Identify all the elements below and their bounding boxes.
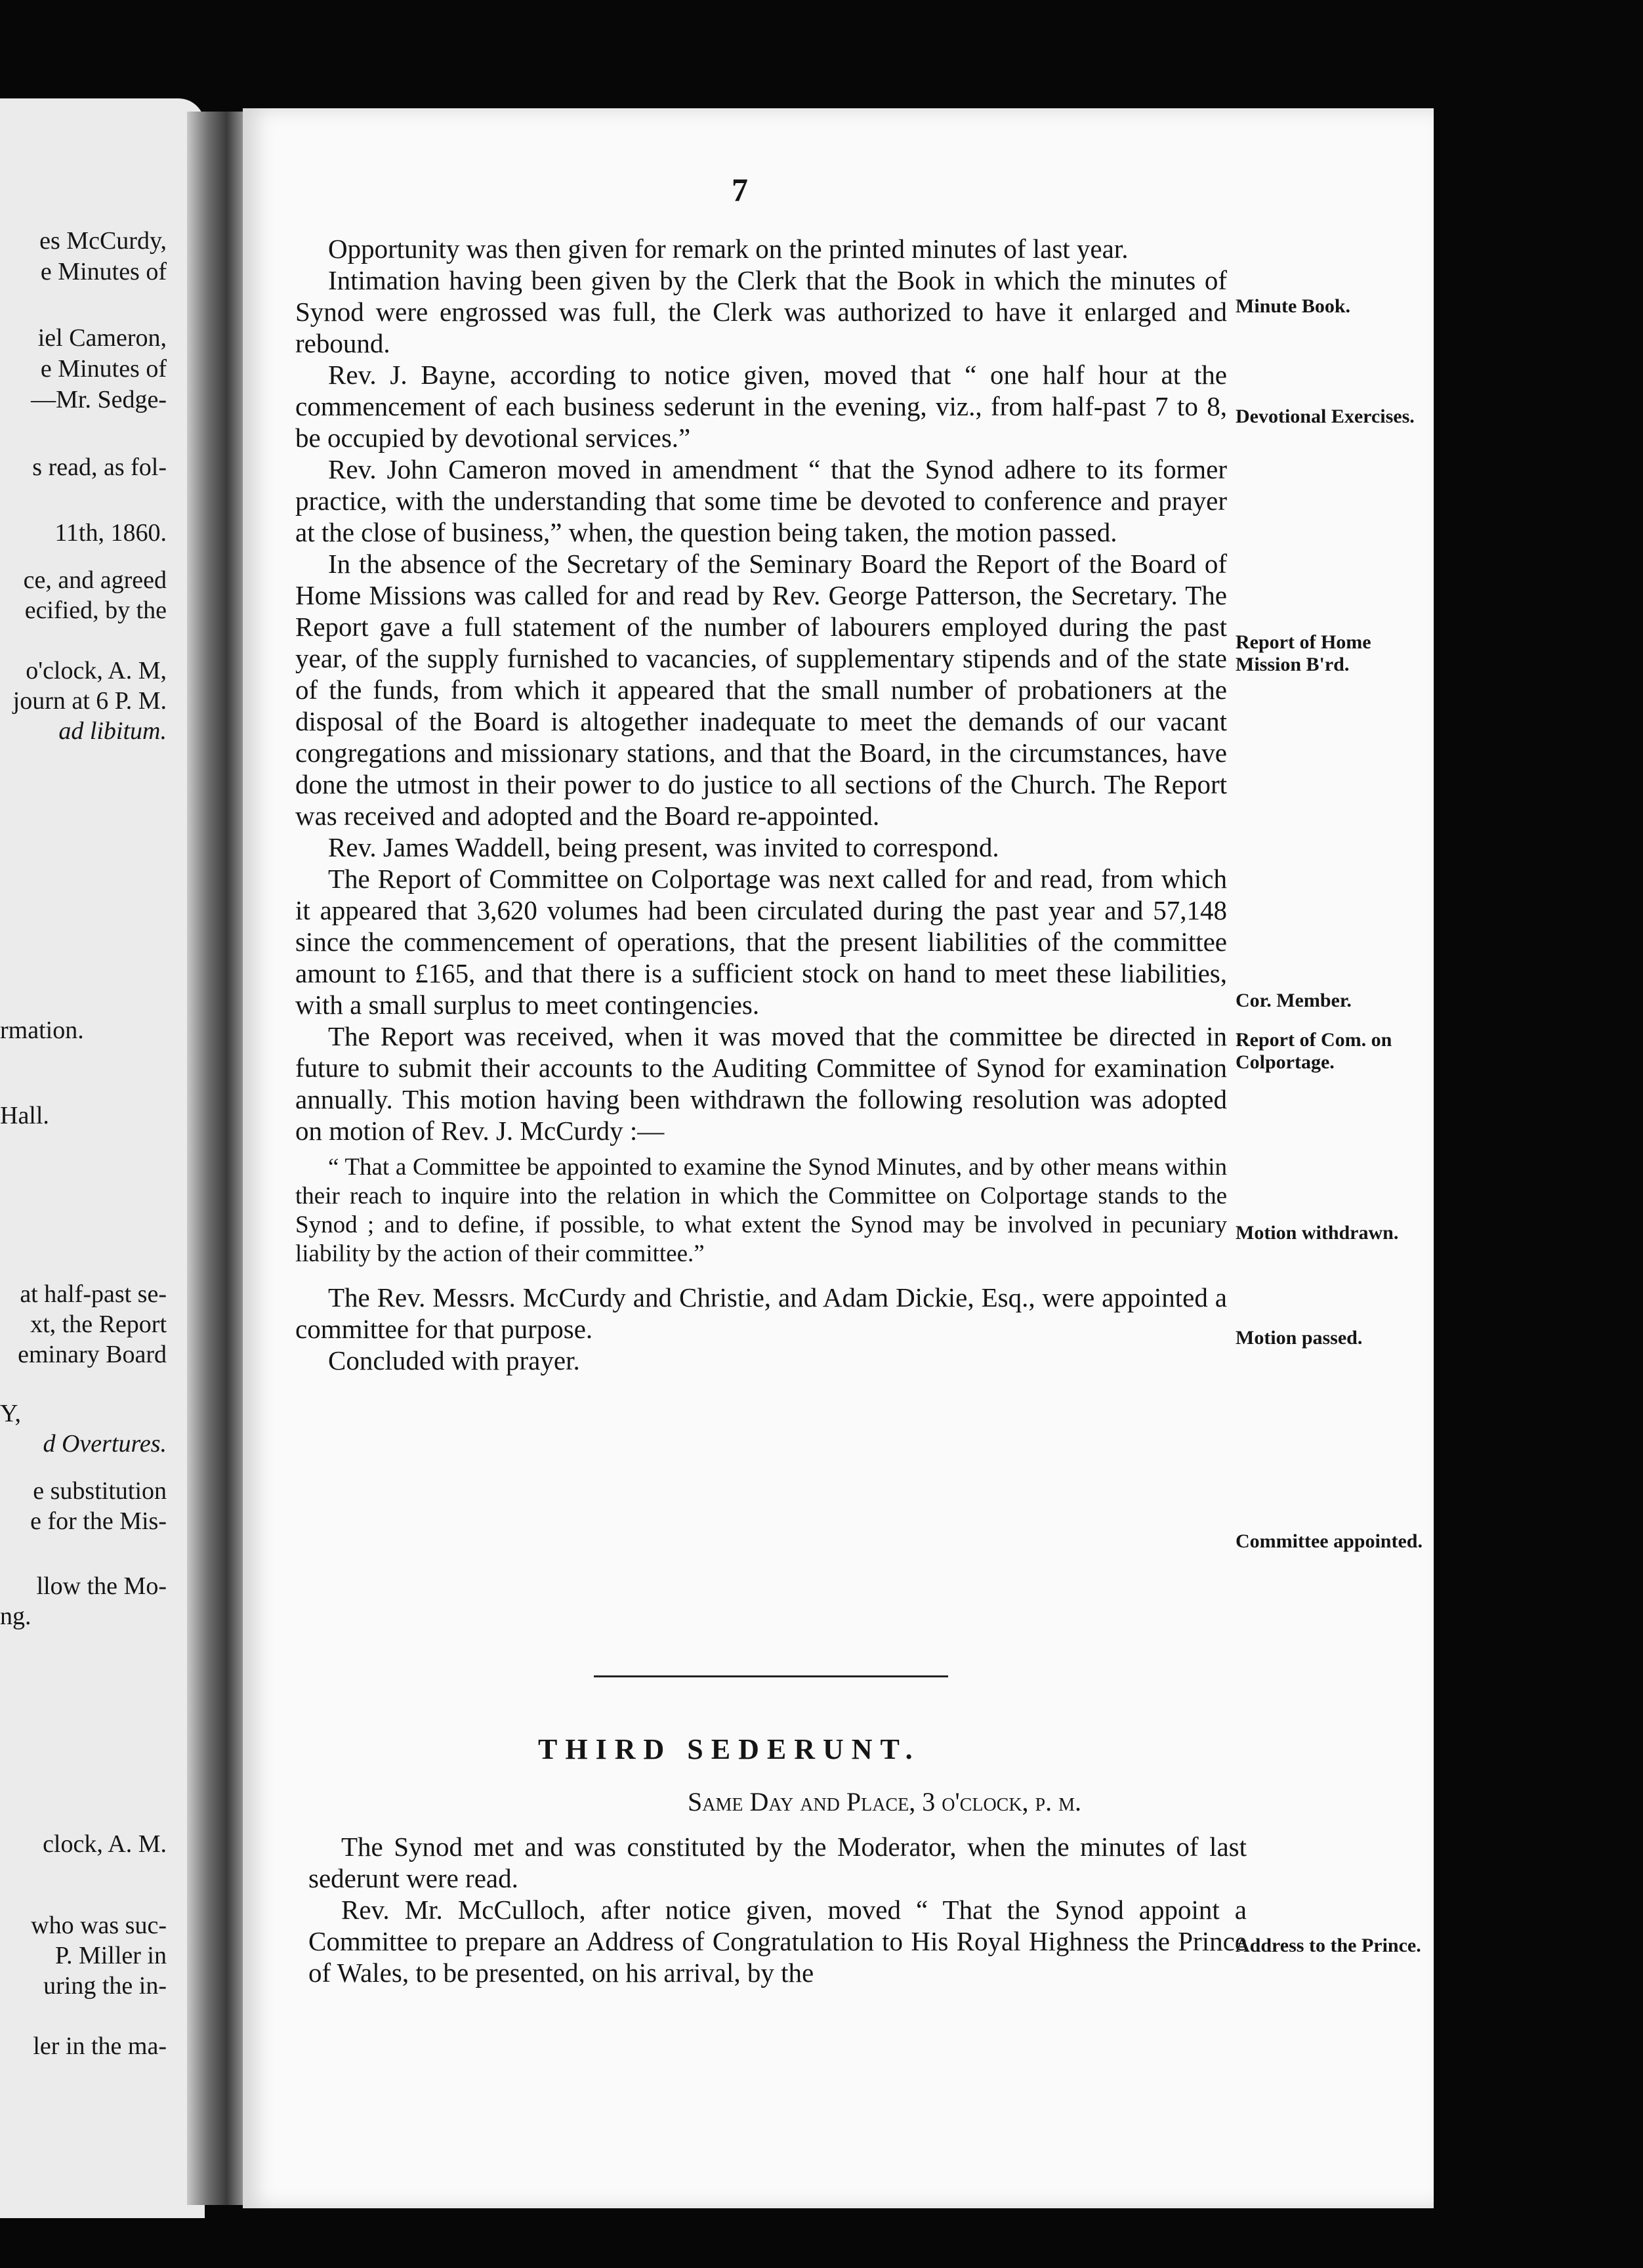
paragraph: Rev. Mr. McCulloch, after notice given, moved “ That the Synod appoint a Committee to prepare an Address of Congratulation to His Royal Highness the Prince of Wales, to be presented, on his arrival, by the: [308, 1895, 1247, 1988]
paragraph: The Report was received, when it was moved that the committee be directed in future to submit their accounts to the Auditing Committee of Synod for examination annually. This motion having been withdrawn the following resolution was adopted on motion of Rev. J. McCurdy :—: [295, 1021, 1227, 1146]
main-text: [295, 233, 1227, 1376]
left-page-line: at half-past se-: [20, 1280, 167, 1308]
quoted-resolution: “ That a Committee be appointed to examine the Synod Minutes, and by other means within their reach to inquire into the relation in which the Committee on Colportage stands to the Synod ; and to define, if possible, to what extent the Synod may be involved in pecuniary liability by the action of their committee.”: [295, 1154, 1227, 1267]
left-page-line: llow the Mo-: [36, 1572, 167, 1600]
paragraph: The Rev. Messrs. McCurdy and Christie, and Adam Dickie, Esq., were appointed a committee for that purpose.: [295, 1282, 1227, 1344]
left-page-line: e Minutes of: [40, 258, 167, 285]
left-page-line: journ at 6 P. M.: [12, 687, 167, 715]
margin-note: Cor. Member.: [1236, 990, 1352, 1011]
paragraph: The Synod met and was constituted by the Moderator, when the minutes of last sederunt were read.: [308, 1832, 1247, 1893]
section-divider: [594, 1675, 948, 1677]
margin-note: Minute Book.: [1236, 295, 1351, 317]
left-page-line: d Overtures.: [43, 1430, 167, 1458]
paragraph: The Report of Committee on Colportage was next called for and read, from which it appeared that 3,620 volumes had been circulated during the past year and 57,148 since the commencement of operations, that the present liabilities of the committee amount to £165, and that there is a sufficient stock on hand to meet these liabilities, with a small surplus to meet contingencies.: [295, 864, 1227, 1020]
left-page-line: ce, and agreed: [23, 566, 167, 594]
left-page-line: P. Miller in: [55, 1942, 167, 1969]
page-number: 7: [732, 171, 748, 208]
section-subheading: Same Day and Place, 3 o'clock, p. m.: [688, 1787, 1082, 1816]
left-page-line: ecified, by the: [24, 597, 167, 624]
left-page-line: uring the in-: [43, 1972, 167, 2000]
left-page-line: ng.: [0, 1603, 31, 1630]
left-page-line: eminary Board: [18, 1341, 167, 1368]
margin-note: Address to the Prince.: [1236, 1935, 1421, 1956]
left-page-line: Hall.: [0, 1102, 49, 1129]
left-page-line: es McCurdy,: [39, 227, 167, 255]
left-page-line: s read, as fol-: [32, 453, 167, 481]
paragraph: Rev. J. Bayne, according to notice given, moved that “ one half hour at the commencement of each business sederunt in the evening, viz., from half-past 7 to 8, be occupied by devotional services.”: [295, 360, 1227, 453]
paragraph: Opportunity was then given for remark on the printed minutes of last year.: [328, 234, 1129, 264]
left-page-line: —Mr. Sedge-: [31, 386, 167, 413]
margin-note: Report of Home Mission B'rd.: [1236, 631, 1371, 675]
paragraph: Intimation having been given by the Clerk that the Book in which the minutes of Synod were engrossed was full, the Clerk was authorized to have it enlarged and rebound.: [295, 265, 1227, 358]
paragraph: Concluded with prayer.: [328, 1345, 580, 1376]
left-page-line: who was suc-: [31, 1912, 167, 1939]
margin-note: Devotional Exercises.: [1236, 406, 1415, 427]
left-page-line: Y,: [0, 1400, 22, 1427]
paragraph: Rev. James Waddell, being present, was invited to correspond.: [328, 832, 999, 862]
left-page-line: e substitution: [33, 1477, 167, 1505]
left-page-line: e Minutes of: [40, 355, 167, 383]
left-page-line: o'clock, A. M,: [26, 657, 167, 684]
left-page-line: iel Cameron,: [37, 324, 167, 352]
section-heading: THIRD SEDERUNT.: [538, 1733, 921, 1765]
margin-note: Report of Com. on Colportage.: [1236, 1029, 1392, 1073]
left-page-line: ler in the ma-: [33, 2032, 167, 2060]
paragraph: Rev. John Cameron moved in amendment “ that the Synod adhere to its former practice, with the understanding that some time be devoted to conference and prayer at the close of business,” when, the question being taken, the motion passed.: [295, 454, 1227, 547]
left-page-line: 11th, 1860.: [54, 519, 167, 547]
left-page-line: ad libitum.: [58, 717, 167, 745]
left-page-line: rmation.: [0, 1017, 84, 1044]
left-page: [0, 98, 205, 2218]
left-page-line: xt, the Report: [30, 1311, 167, 1338]
margin-note: Motion withdrawn.: [1236, 1222, 1399, 1244]
paragraph: In the absence of the Secretary of the Seminary Board the Report of the Board of Home Missions was called for and read by Rev. George Patterson, the Secretary. The Report gave a full statement of the number of labourers employed during the past year, of the supply furnished to vacancies, of supplementary stipends and of the state of the funds, from which it appeared that the small number of probationers at the disposal of the Board is altogether inadequate to meet the demands of our vacant congregations and missionary stations, and that the Board, in the circumstances, have done the utmost in their power to do justice to all sections of the Church. The Report was received and adopted and the Board re-appointed.: [295, 549, 1227, 831]
third-sederunt-text: [308, 1831, 1247, 1988]
left-page-line: e for the Mis-: [30, 1507, 167, 1535]
margin-note: Motion passed.: [1236, 1327, 1363, 1349]
margin-note: Committee appointed.: [1236, 1530, 1423, 1552]
left-page-line: clock, A. M.: [43, 1830, 167, 1858]
